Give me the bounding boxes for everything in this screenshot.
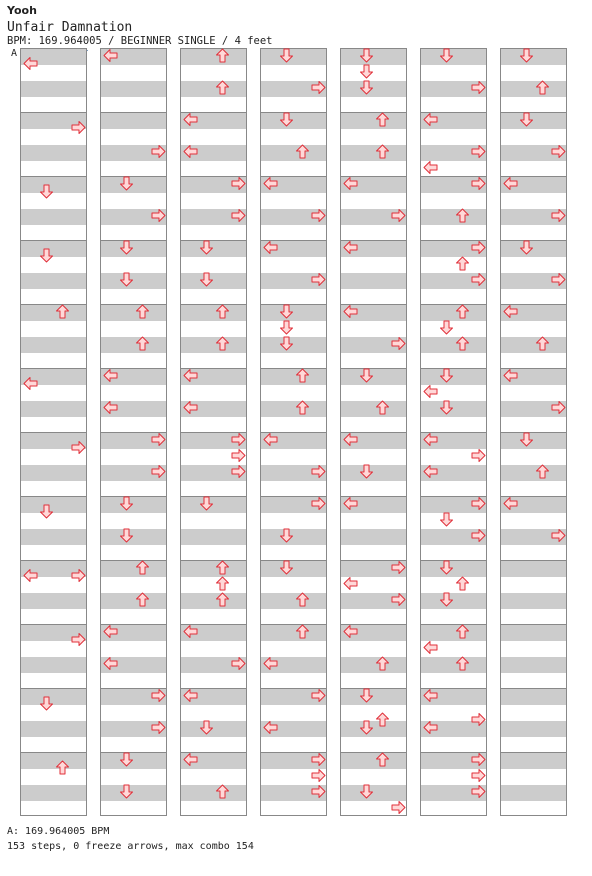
step-arrow-up-icon: [215, 576, 230, 591]
step-arrow-down-icon: [119, 272, 134, 287]
step-arrow-up-icon: [375, 144, 390, 159]
measure: [21, 752, 86, 816]
step-arrow-right-icon: [391, 592, 406, 607]
step-arrow-left-icon: [503, 368, 518, 383]
artist-name: Yooh: [7, 4, 37, 17]
beat-stripe: [181, 785, 246, 801]
step-arrow-up-icon: [375, 752, 390, 767]
step-arrow-down-icon: [279, 320, 294, 335]
step-arrow-right-icon: [471, 784, 486, 799]
step-arrow-up-icon: [215, 80, 230, 95]
step-arrow-left-icon: [183, 368, 198, 383]
step-arrow-down-icon: [39, 696, 54, 711]
step-arrow-up-icon: [215, 560, 230, 575]
step-arrow-left-icon: [423, 640, 438, 655]
step-arrow-down-icon: [359, 464, 374, 479]
measure: [501, 624, 566, 688]
step-arrow-up-icon: [295, 144, 310, 159]
step-arrow-up-icon: [135, 560, 150, 575]
beat-stripe: [21, 721, 86, 737]
step-arrow-left-icon: [23, 376, 38, 391]
step-arrow-left-icon: [103, 368, 118, 383]
step-arrow-down-icon: [439, 512, 454, 527]
beat-stripe: [101, 113, 166, 129]
beat-stripe: [341, 753, 406, 769]
beat-stripe: [261, 145, 326, 161]
footer-bpm: A: 169.964005 BPM: [7, 826, 110, 837]
step-arrow-left-icon: [183, 144, 198, 159]
beat-stripe: [421, 657, 486, 673]
step-arrow-up-icon: [295, 592, 310, 607]
step-arrow-right-icon: [71, 120, 86, 135]
step-arrow-right-icon: [391, 208, 406, 223]
beat-stripe: [21, 529, 86, 545]
step-arrow-right-icon: [151, 208, 166, 223]
step-arrow-right-icon: [231, 176, 246, 191]
beat-stripe: [181, 529, 246, 545]
step-arrow-right-icon: [471, 80, 486, 95]
beat-stripe: [21, 305, 86, 321]
step-arrow-right-icon: [471, 496, 486, 511]
beat-stripe: [261, 625, 326, 641]
step-arrow-down-icon: [439, 400, 454, 415]
beat-stripe: [101, 81, 166, 97]
step-arrow-up-icon: [135, 592, 150, 607]
step-arrow-right-icon: [71, 440, 86, 455]
beat-stripe: [501, 561, 566, 577]
step-arrow-down-icon: [39, 504, 54, 519]
step-arrow-right-icon: [471, 712, 486, 727]
step-arrow-left-icon: [263, 720, 278, 735]
measure: [21, 304, 86, 368]
step-arrow-up-icon: [55, 760, 70, 775]
step-arrow-left-icon: [183, 752, 198, 767]
step-arrow-left-icon: [103, 400, 118, 415]
step-arrow-down-icon: [119, 496, 134, 511]
step-arrow-down-icon: [279, 48, 294, 63]
step-arrow-right-icon: [311, 80, 326, 95]
step-arrow-down-icon: [359, 784, 374, 799]
step-arrow-left-icon: [423, 432, 438, 447]
step-arrow-left-icon: [343, 176, 358, 191]
measure: [501, 752, 566, 816]
beat-stripe: [341, 529, 406, 545]
step-arrow-up-icon: [295, 400, 310, 415]
measure: [261, 368, 326, 432]
step-arrow-left-icon: [103, 624, 118, 639]
step-arrow-up-icon: [135, 336, 150, 351]
beat-stripe: [421, 209, 486, 225]
beat-stripe: [501, 593, 566, 609]
step-arrow-down-icon: [279, 528, 294, 543]
step-arrow-right-icon: [551, 528, 566, 543]
step-arrow-right-icon: [391, 800, 406, 815]
step-arrow-down-icon: [279, 304, 294, 319]
step-arrow-right-icon: [471, 272, 486, 287]
step-arrow-up-icon: [455, 336, 470, 351]
chart-info: BPM: 169.964005 / BEGINNER SINGLE / 4 feet: [7, 35, 273, 47]
chart-column: [420, 48, 487, 816]
step-arrow-right-icon: [471, 752, 486, 767]
step-arrow-up-icon: [375, 400, 390, 415]
beat-stripe: [21, 209, 86, 225]
beat-stripe: [421, 305, 486, 321]
step-arrow-right-icon: [471, 144, 486, 159]
step-arrow-left-icon: [183, 112, 198, 127]
step-arrow-left-icon: [343, 240, 358, 255]
measure: [101, 560, 166, 624]
step-arrow-down-icon: [359, 368, 374, 383]
step-arrow-right-icon: [151, 144, 166, 159]
step-arrow-down-icon: [439, 592, 454, 607]
step-arrow-down-icon: [359, 720, 374, 735]
step-arrow-left-icon: [343, 624, 358, 639]
beat-stripe: [21, 785, 86, 801]
beat-stripe: [501, 337, 566, 353]
beat-stripe: [181, 561, 246, 577]
step-arrow-up-icon: [535, 80, 550, 95]
step-arrow-up-icon: [215, 336, 230, 351]
step-arrow-right-icon: [551, 272, 566, 287]
beat-stripe: [501, 753, 566, 769]
step-arrow-down-icon: [519, 432, 534, 447]
measure: [181, 560, 246, 624]
step-arrow-right-icon: [471, 448, 486, 463]
beat-stripe: [341, 113, 406, 129]
step-arrow-left-icon: [503, 496, 518, 511]
step-arrow-right-icon: [311, 768, 326, 783]
beat-stripe: [261, 401, 326, 417]
step-arrow-up-icon: [215, 592, 230, 607]
step-arrow-left-icon: [503, 176, 518, 191]
step-arrow-left-icon: [423, 720, 438, 735]
step-arrow-right-icon: [471, 768, 486, 783]
beat-stripe: [261, 593, 326, 609]
step-arrow-right-icon: [551, 400, 566, 415]
step-arrow-down-icon: [519, 112, 534, 127]
chart-column: [260, 48, 327, 816]
step-arrow-up-icon: [215, 48, 230, 63]
step-arrow-right-icon: [551, 208, 566, 223]
step-arrow-up-icon: [455, 656, 470, 671]
step-arrow-right-icon: [231, 432, 246, 447]
step-arrow-left-icon: [23, 568, 38, 583]
step-arrow-left-icon: [263, 176, 278, 191]
step-arrow-left-icon: [423, 384, 438, 399]
step-arrow-right-icon: [311, 464, 326, 479]
measure: [181, 304, 246, 368]
step-arrow-down-icon: [519, 48, 534, 63]
step-arrow-down-icon: [199, 720, 214, 735]
beat-stripe: [21, 465, 86, 481]
step-arrow-left-icon: [263, 240, 278, 255]
beat-stripe: [341, 401, 406, 417]
chart-column: [180, 48, 247, 816]
step-arrow-down-icon: [279, 560, 294, 575]
measure: [501, 688, 566, 752]
step-arrow-left-icon: [263, 432, 278, 447]
step-arrow-down-icon: [439, 368, 454, 383]
beat-stripe: [501, 625, 566, 641]
beat-stripe: [501, 465, 566, 481]
step-arrow-down-icon: [439, 320, 454, 335]
beat-stripe: [501, 721, 566, 737]
step-arrow-right-icon: [71, 632, 86, 647]
chart-column: [500, 48, 567, 816]
step-arrow-right-icon: [311, 208, 326, 223]
beat-stripe: [501, 657, 566, 673]
beat-stripe: [21, 753, 86, 769]
step-arrow-right-icon: [471, 528, 486, 543]
beat-stripe: [341, 273, 406, 289]
step-arrow-down-icon: [39, 184, 54, 199]
step-arrow-right-icon: [71, 568, 86, 583]
beat-stripe: [101, 593, 166, 609]
step-arrow-right-icon: [551, 144, 566, 159]
beat-stripe: [421, 625, 486, 641]
step-arrow-right-icon: [151, 720, 166, 735]
step-arrow-right-icon: [311, 496, 326, 511]
step-arrow-right-icon: [231, 208, 246, 223]
step-arrow-up-icon: [455, 208, 470, 223]
step-arrow-left-icon: [183, 400, 198, 415]
beat-stripe: [501, 689, 566, 705]
step-arrow-down-icon: [359, 64, 374, 79]
step-arrow-right-icon: [311, 688, 326, 703]
beat-stripe: [181, 81, 246, 97]
step-arrow-left-icon: [423, 160, 438, 175]
step-arrow-left-icon: [423, 112, 438, 127]
measure: [101, 304, 166, 368]
step-arrow-down-icon: [119, 528, 134, 543]
beat-stripe: [21, 337, 86, 353]
step-arrow-down-icon: [439, 48, 454, 63]
step-arrow-left-icon: [423, 688, 438, 703]
beat-stripe: [21, 657, 86, 673]
step-arrow-left-icon: [263, 656, 278, 671]
step-arrow-down-icon: [359, 80, 374, 95]
step-arrow-left-icon: [343, 432, 358, 447]
beat-stripe: [341, 657, 406, 673]
measure: [421, 624, 486, 688]
step-arrow-left-icon: [103, 48, 118, 63]
measure: [501, 560, 566, 624]
step-arrow-down-icon: [439, 560, 454, 575]
beat-stripe: [181, 49, 246, 65]
step-arrow-right-icon: [151, 688, 166, 703]
step-arrow-down-icon: [119, 240, 134, 255]
measure: [421, 304, 486, 368]
step-arrow-right-icon: [231, 448, 246, 463]
step-arrow-right-icon: [311, 272, 326, 287]
step-arrow-up-icon: [455, 304, 470, 319]
beat-stripe: [21, 145, 86, 161]
footer-stats: 153 steps, 0 freeze arrows, max combo 154: [7, 841, 254, 852]
beat-stripe: [341, 145, 406, 161]
beat-stripe: [101, 561, 166, 577]
beat-stripe: [101, 305, 166, 321]
bpm-marker-label: A: [11, 48, 18, 59]
step-arrow-down-icon: [119, 176, 134, 191]
measure: [341, 112, 406, 176]
step-arrow-right-icon: [231, 656, 246, 671]
beat-stripe: [101, 337, 166, 353]
beat-stripe: [421, 337, 486, 353]
step-arrow-up-icon: [55, 304, 70, 319]
beat-stripe: [21, 81, 86, 97]
beat-stripe: [261, 369, 326, 385]
step-arrow-left-icon: [183, 688, 198, 703]
step-arrow-up-icon: [535, 336, 550, 351]
beat-stripe: [21, 273, 86, 289]
step-arrow-up-icon: [455, 256, 470, 271]
beat-stripe: [181, 305, 246, 321]
chart-column: [20, 48, 87, 816]
step-arrow-down-icon: [199, 272, 214, 287]
step-arrow-left-icon: [183, 624, 198, 639]
step-arrow-left-icon: [23, 56, 38, 71]
step-arrow-left-icon: [343, 304, 358, 319]
step-arrow-down-icon: [199, 496, 214, 511]
step-arrow-down-icon: [119, 784, 134, 799]
step-arrow-left-icon: [103, 656, 118, 671]
step-arrow-right-icon: [151, 464, 166, 479]
step-arrow-left-icon: [423, 464, 438, 479]
step-arrow-down-icon: [279, 336, 294, 351]
step-arrow-up-icon: [295, 624, 310, 639]
step-arrow-right-icon: [471, 240, 486, 255]
step-arrow-right-icon: [391, 336, 406, 351]
step-arrow-up-icon: [215, 304, 230, 319]
measure: [181, 48, 246, 112]
step-arrow-right-icon: [151, 432, 166, 447]
step-arrow-up-icon: [455, 624, 470, 639]
song-title: Unfair Damnation: [7, 20, 133, 35]
step-arrow-up-icon: [375, 712, 390, 727]
step-arrow-right-icon: [391, 560, 406, 575]
step-arrow-right-icon: [311, 784, 326, 799]
step-arrow-left-icon: [343, 496, 358, 511]
beat-stripe: [181, 337, 246, 353]
step-arrow-down-icon: [199, 240, 214, 255]
step-arrow-up-icon: [375, 112, 390, 127]
chart-column: [100, 48, 167, 816]
beat-stripe: [501, 81, 566, 97]
beat-stripe: [21, 593, 86, 609]
step-arrow-left-icon: [343, 576, 358, 591]
step-arrow-down-icon: [39, 248, 54, 263]
step-arrow-down-icon: [359, 688, 374, 703]
step-arrow-right-icon: [471, 176, 486, 191]
step-arrow-down-icon: [519, 240, 534, 255]
step-arrow-down-icon: [359, 48, 374, 63]
step-arrow-right-icon: [231, 464, 246, 479]
step-arrow-up-icon: [535, 464, 550, 479]
step-arrow-up-icon: [455, 576, 470, 591]
step-arrow-up-icon: [215, 784, 230, 799]
step-arrow-up-icon: [295, 368, 310, 383]
step-arrow-right-icon: [311, 752, 326, 767]
beat-stripe: [181, 593, 246, 609]
chart-column: [340, 48, 407, 816]
step-arrow-left-icon: [503, 304, 518, 319]
step-arrow-down-icon: [119, 752, 134, 767]
beat-stripe: [21, 401, 86, 417]
beat-stripe: [501, 785, 566, 801]
step-arrow-up-icon: [135, 304, 150, 319]
step-arrow-up-icon: [375, 656, 390, 671]
step-arrow-down-icon: [279, 112, 294, 127]
